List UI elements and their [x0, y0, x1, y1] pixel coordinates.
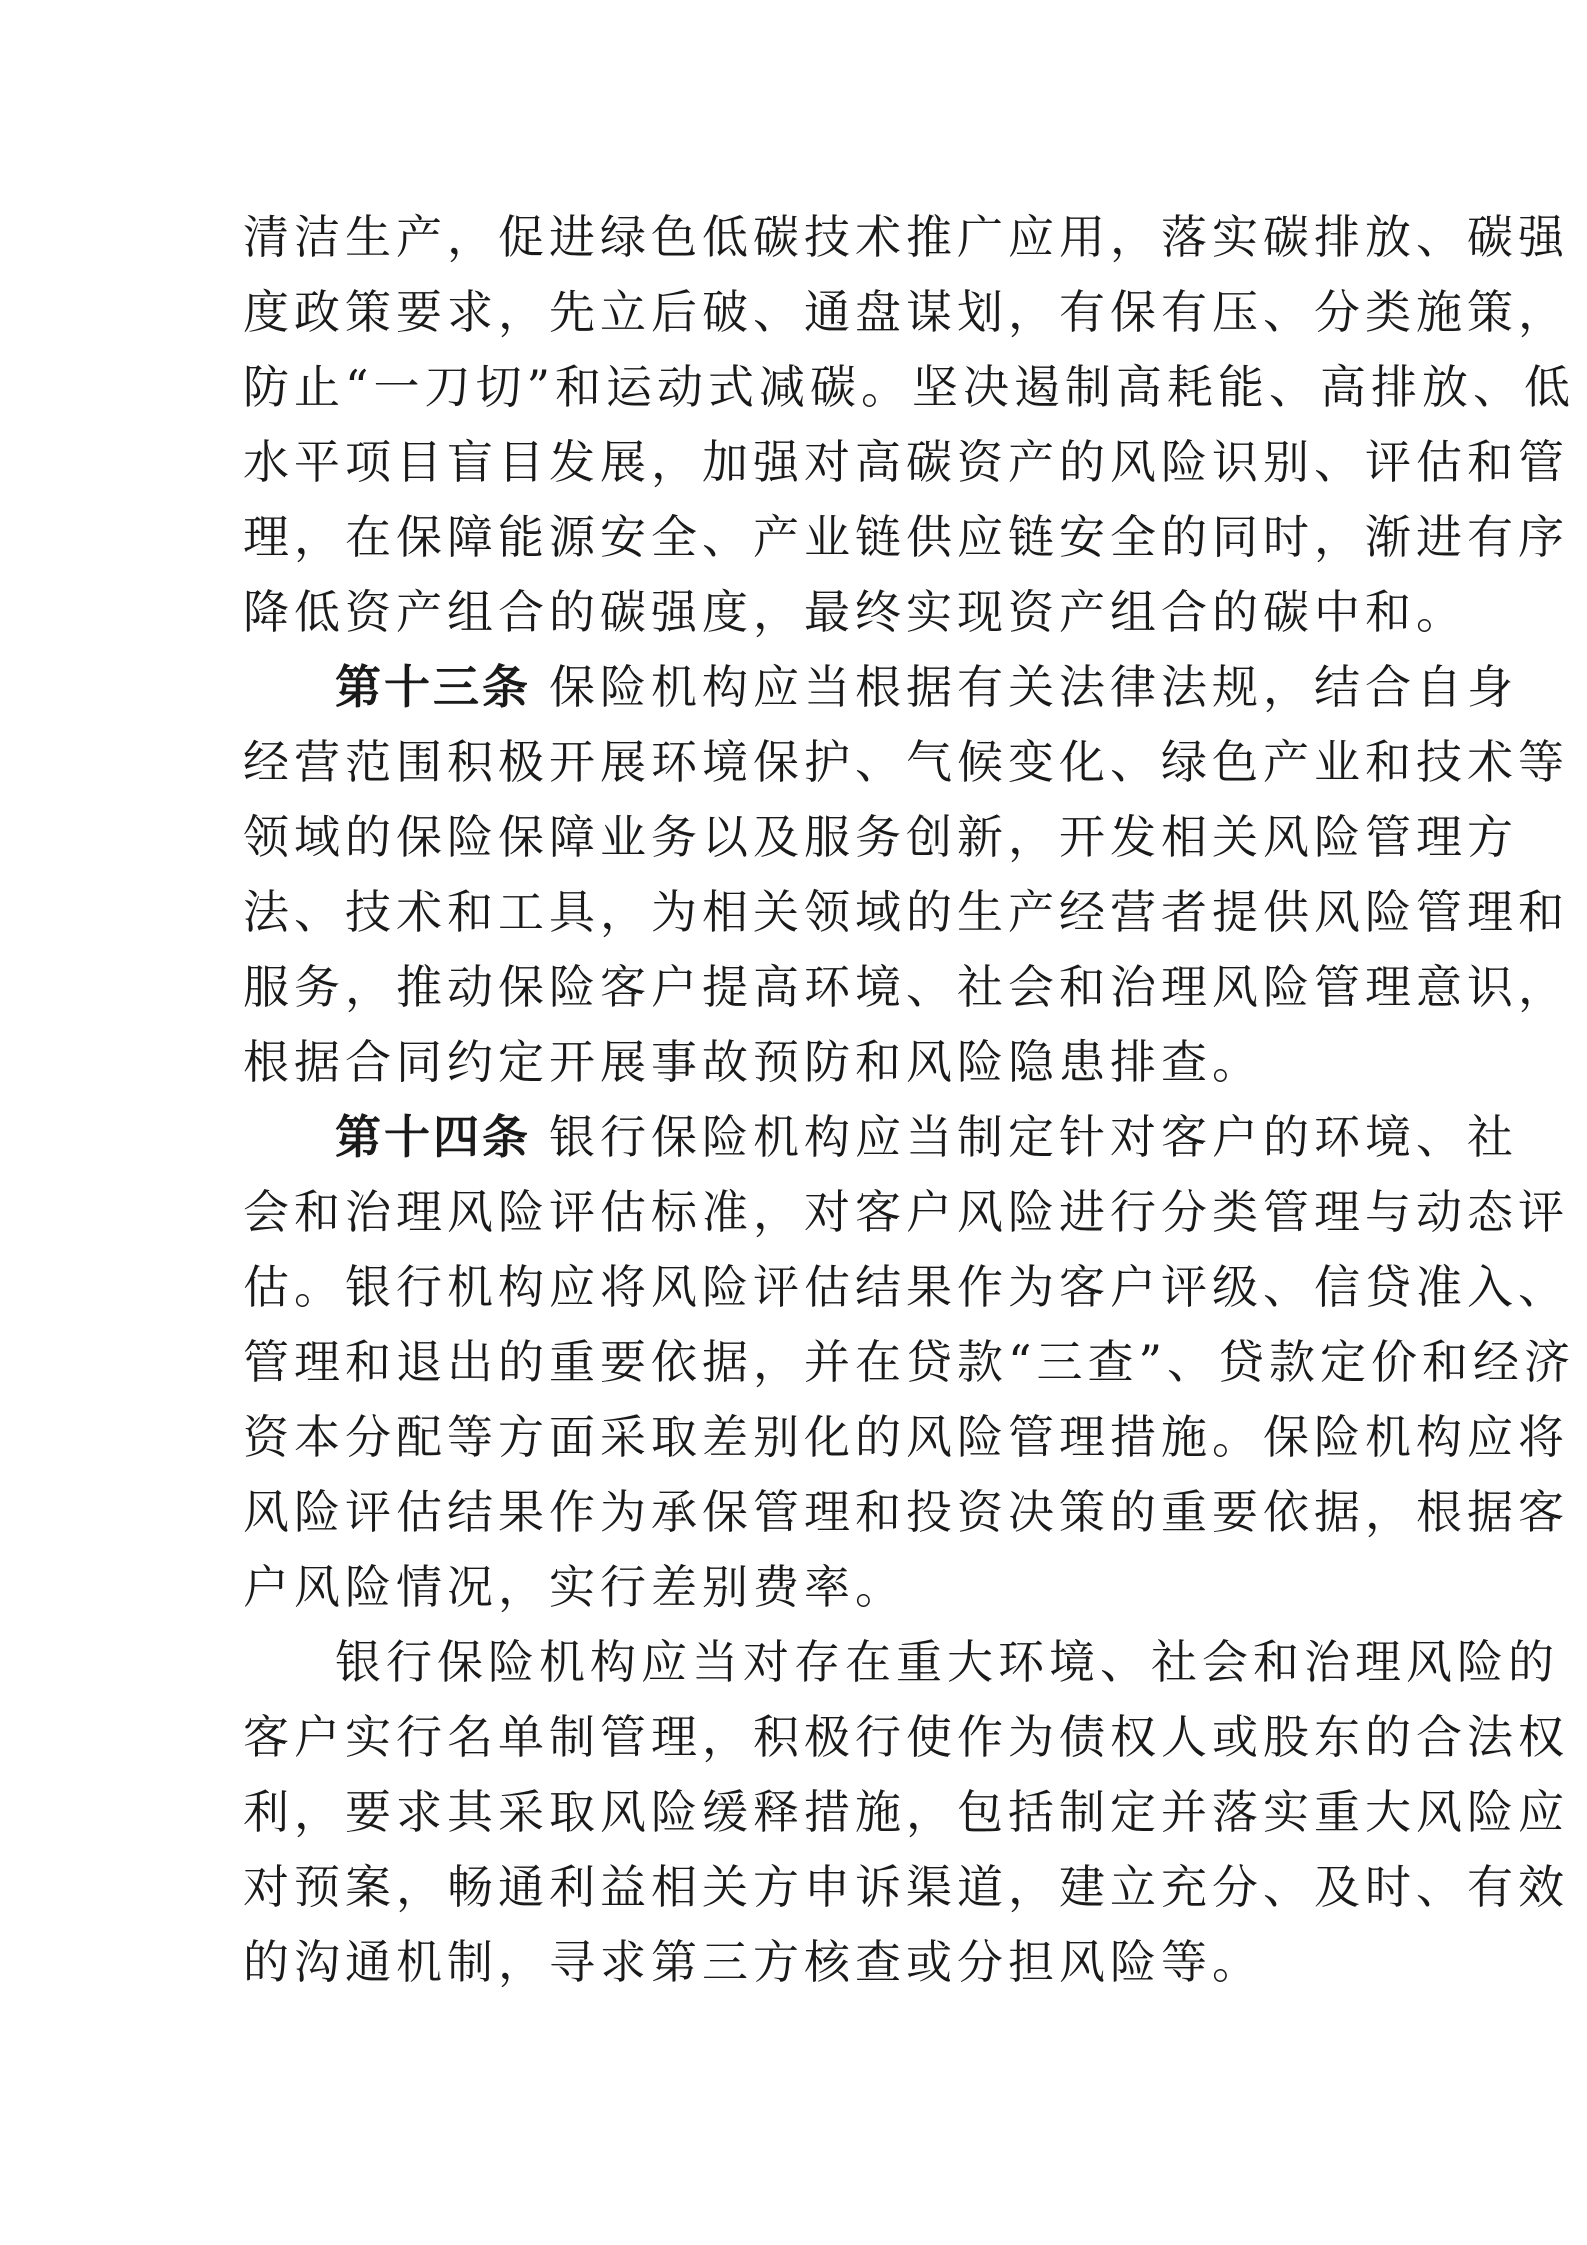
text-line: 降低资产组合的碳强度，最终实现资产组合的碳中和。: [243, 585, 1467, 639]
document-body: [243, 200, 1576, 2000]
text-line: 度政策要求，先立后破、通盘谋划，有保有压、分类施策，: [243, 285, 1569, 339]
text-line: 利，要求其采取风险缓释措施，包括制定并落实重大风险应: [243, 1785, 1569, 1839]
text-line: 的沟通机制，寻求第三方核查或分担风险等。: [243, 1935, 1263, 1989]
article-14-text-start: 银行保险机构应当制定针对客户的环境、社: [549, 1110, 1518, 1164]
text-line: 估。银行机构应将风险评估结果作为客户评级、信贷准入、: [243, 1260, 1569, 1314]
text-line: 服务，推动保险客户提高环境、社会和治理风险管理意识，: [243, 960, 1569, 1014]
article-13: [243, 650, 1569, 1100]
text-line: 对预案，畅通利益相关方申诉渠道，建立充分、及时、有效: [243, 1860, 1569, 1914]
paragraph-1: [243, 200, 1576, 650]
text-line: 清洁生产，促进绿色低碳技术推广应用，落实碳排放、碳强: [243, 210, 1569, 264]
text-line: 客户实行名单制管理，积极行使作为债权人或股东的合法权: [243, 1710, 1569, 1764]
text-line: 会和治理风险评估标准，对客户风险进行分类管理与动态评: [243, 1185, 1569, 1239]
article-13-text-start: 保险机构应当根据有关法律法规，结合自身: [549, 660, 1518, 714]
text-line: 管理和退出的重要依据，并在贷款“三查”、贷款定价和经济: [243, 1335, 1576, 1389]
paragraph-4-first-line: 银行保险机构应当对存在重大环境、社会和治理风险的: [335, 1635, 1559, 1689]
text-line: 根据合同约定开展事故预防和风险隐患排查。: [243, 1035, 1263, 1089]
text-line: 经营范围积极开展环境保护、气候变化、绿色产业和技术等: [243, 735, 1569, 789]
article-14-first-line: [243, 1100, 1518, 1175]
text-line: 理，在保障能源安全、产业链供应链安全的同时，渐进有序: [243, 510, 1569, 564]
text-line: 领域的保险保障业务以及服务创新，开发相关风险管理方: [243, 810, 1518, 864]
text-line: 风险评估结果作为承保管理和投资决策的重要依据，根据客: [243, 1485, 1569, 1539]
text-line: 防止“一刀切”和运动式减碳。坚决遏制高耗能、高排放、低: [243, 360, 1576, 414]
paragraph-4: [243, 1625, 1569, 2000]
text-line: 水平项目盲目发展，加强对高碳资产的风险识别、评估和管: [243, 435, 1569, 489]
text-line: 法、技术和工具，为相关领域的生产经营者提供风险管理和: [243, 885, 1569, 939]
article-14: [243, 1100, 1576, 1625]
article-13-first-line: [243, 650, 1518, 725]
article-14-heading: 第十四条: [335, 1110, 531, 1164]
text-line: 资本分配等方面采取差别化的风险管理措施。保险机构应将: [243, 1410, 1569, 1464]
text-line: 户风险情况，实行差别费率。: [243, 1560, 906, 1614]
article-13-heading: 第十三条: [335, 660, 531, 714]
